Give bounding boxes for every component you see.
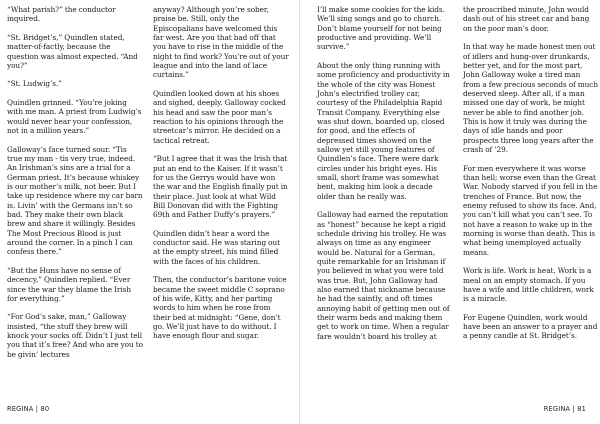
paragraph: Galloway had earned the reputation as “honest” because he kept a rigid schedule driving his trolley. He was always on time as any engineer would be. Natural for a German, quite remarkable for an Irishman if you believed in what you were told was true. But, John Galloway had also earned that nickname because he had the saintly, and oft times annoying habit of getting men out of their warm beds and making them get to work on time. When a regular fare wouldn’t board his trolley at <box>317 210 450 341</box>
paragraph: Galloway’s face turned sour. “Tis true my man - tis very true, indeed. An Irishman’s sins are a trial for a German priest. It’s because whiskey is our mother’s milk, not beer. But I take up residence where my car barn is. Livin’ with the Germans isn’t so bad. They make their own black brew and share it willingly. Besides The Most Precious Blood is just around the corner. In a pinch I can confess there.” <box>7 144 143 257</box>
page-footer: REGINA | 80 <box>7 405 50 413</box>
page-footer: REGINA | 81 <box>543 405 586 413</box>
paragraph: “But I agree that it was the Irish that put an end to the Kaiser. If it wasn’t for us the Gerrys would have won the war and the English finally put in their place. Just look at what Wild Bill Donovan did with the Fighting 69th and Father Duffy’s prayers.” <box>153 154 288 220</box>
left-page-column-2 <box>153 5 289 350</box>
paragraph: “What parish?” the conductor inquired. <box>7 5 116 24</box>
paragraph: Quindlen grinned. “You’re joking with me man. A priest from Ludwig’s would never hear your confession, not in a million years.” <box>7 97 142 135</box>
left-page-column-1 <box>7 5 143 368</box>
paragraph: Then, the conductor’s baritone voice became the sweet middle C soprano of his wife, Kitty, and her parting words to him when he rose from their bed at midnight: “Gene, don’t go. We’ll just have to do without. I have enough flour and sugar. <box>153 275 287 341</box>
paragraph: For Eugene Quindlen, work would have been an answer to a prayer and a penny candle at St. Bridget’s. <box>463 312 598 341</box>
paragraph: Quindlen didn’t hear a word the conductor said. He was staring out at the empty street, his mind filled with the faces of his children. <box>153 228 281 266</box>
paragraph: In that way he made honest men out of idlers and hung-over drunkards, better yet, and for the most part, John Galloway woke a tired man from a few precious seconds of much deserved sleep. After all, if a man missed one day of work, he might never be able to find another job. This is how it truly was during the days of idle hands and poor prospects three long years after the crash of ’29. <box>463 42 598 154</box>
paragraph: anyway? Although you’re sober, praise be. Still, only the Episcopalians have welcomed this far west. Are you that bad off that you have to rise in the middle of the night to find work? You’re out of your league and into the land of lace curtains.” <box>153 5 289 80</box>
paragraph: I’ll make some cookies for the kids. We’ll sing songs and go to church. Don’t blame yourself for not being productive and providing. We’ll survive.” <box>317 5 445 52</box>
paragraph: “St. Ludwig’s.” <box>7 79 62 89</box>
paragraph: Quindlen looked down at his shoes and sighed, deeply. Galloway cocked his head and saw the poor man’s reaction to his opinions through the streetcar’s mirror. He decided on a tactical retreat. <box>153 88 286 145</box>
paragraph: “But the Huns have no sense of decency,” Quindlen replied. “Ever since the war they blame the Irish for everything.” <box>7 265 131 303</box>
right-page-column-1 <box>317 5 453 350</box>
right-page <box>300 0 600 424</box>
paragraph: Work is life. Work is heat. Work is a meal on an empty stomach. If you have a wife and little children, work is a miracle. <box>463 266 594 304</box>
right-page-column-2 <box>463 5 599 350</box>
paragraph: the proscribed minute, John would dash out of his street car and bang on the poor man’s door. <box>463 5 590 33</box>
paragraph: About the only thing running with some proficiency and productivity in the whole of the city was Honest John’s electrified trolley car, courtesy of the Philadelphia Rapid Transit Company. Everything else was shut down, boarded up, closed for good, and the effects of depressed times showed on the sallow yet still young features of Quindlen’s face. There were dark circles under his bright eyes. His small, short frame was somewhat bent, making him look a decade older than he really was. <box>317 60 450 201</box>
paragraph: For men everywhere it was worse than hell; worse even than the Great War. Nobody starved if you fell in the trenches of France. But now, the enemy refused to show its face. And, you can’t kill what you can’t see. To not have a reason to wake up in the morning is worse than death. This is what being unemployed actually means. <box>463 163 598 257</box>
paragraph: “St. Bridget’s,” Quindlen stated, matter-of-factly, because the question was almost expected. “And you?” <box>7 32 138 70</box>
paragraph: “For God’s sake, man,” Galloway insisted, “the stuff they brew will knock your socks off. Didn’t I just tell you that it’s free? And who are you to be givin’ lectures <box>7 312 143 359</box>
